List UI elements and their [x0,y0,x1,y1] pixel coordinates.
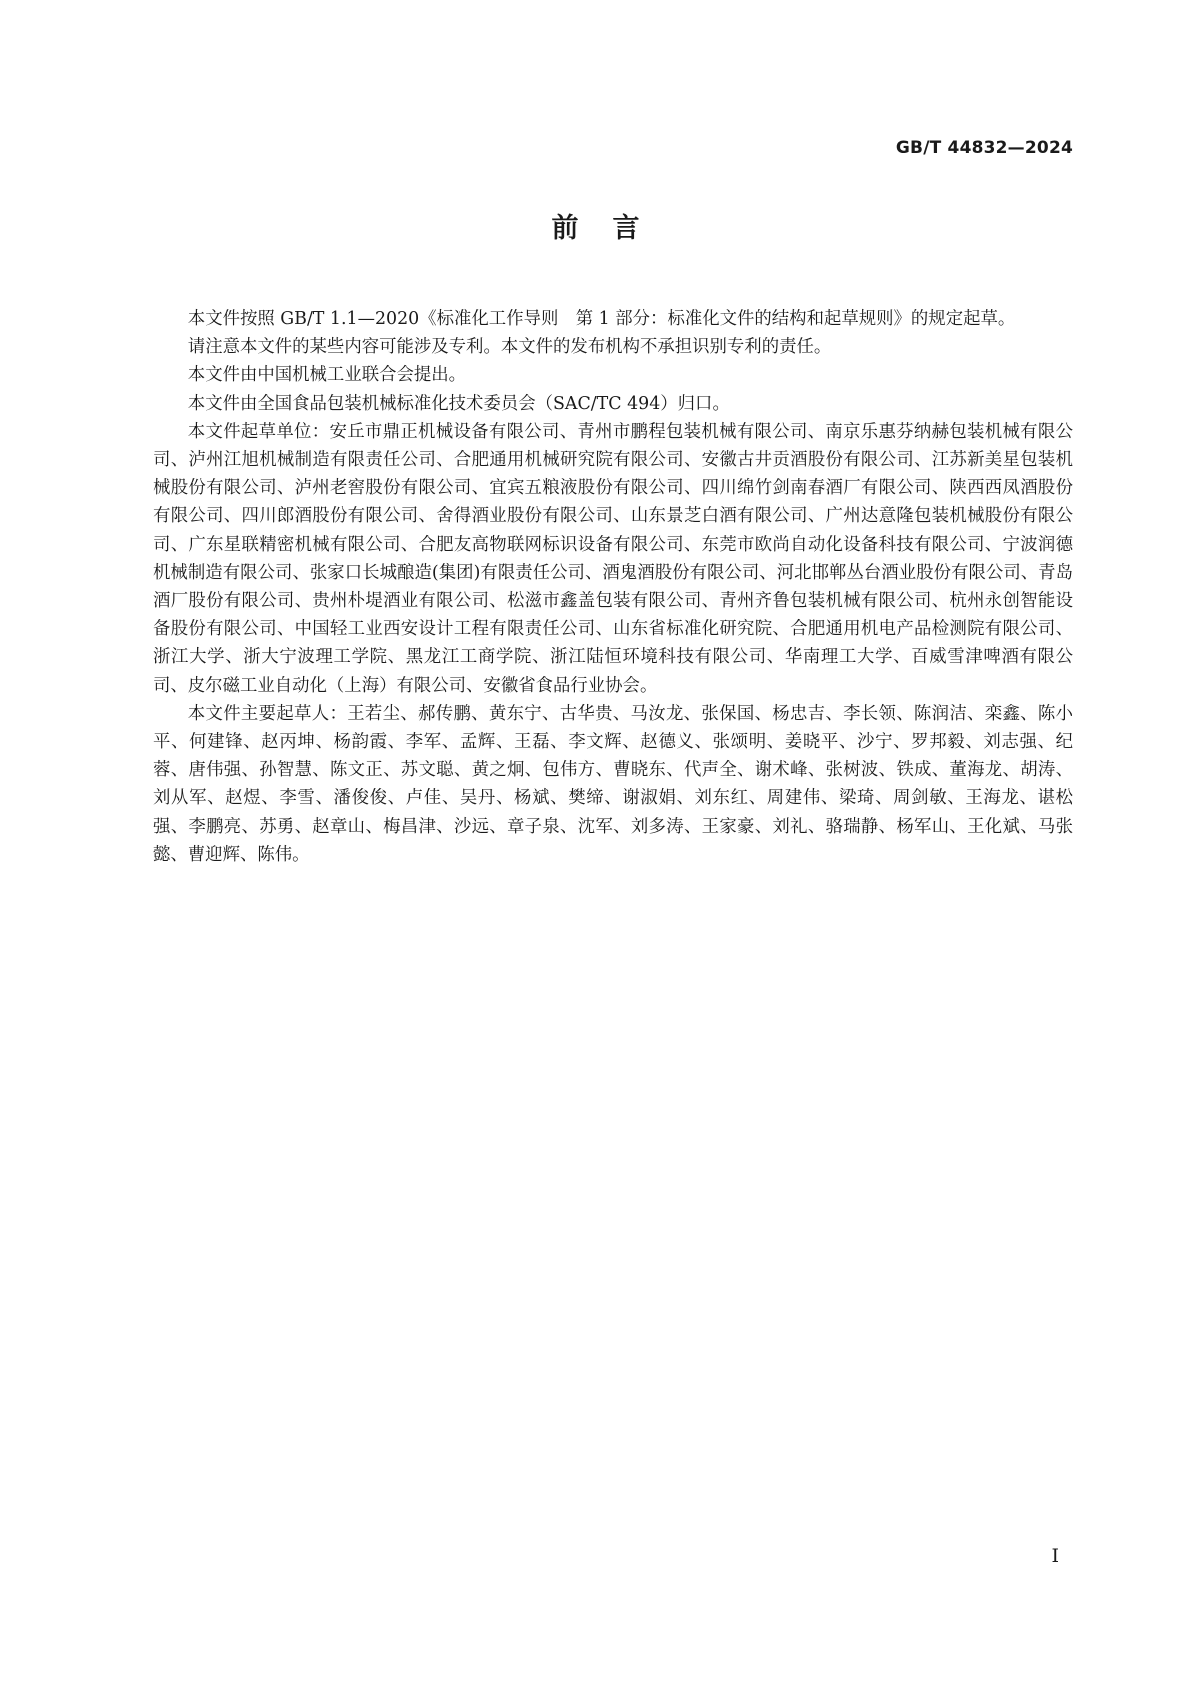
foreword-body [153,305,1073,869]
standard-code: GB/T 44832—2024 [895,138,1073,158]
paragraph-main-drafters: 本文件主要起草人：王若尘、郝传鹏、黄东宁、古华贵、马汝龙、张保国、杨忠吉、李长领、陈润洁、栾鑫、陈小平、何建锋、赵丙坤、杨韵霞、李军、孟辉、王磊、李文辉、赵德义、张颂明、姜晓平、沙宁、罗邦毅、刘志强、纪蓉、唐伟强、孙智慧、陈文正、苏文聪、黄之炯、包伟方、曹晓东、代声全、谢术峰、张树波、铁成、董海龙、胡涛、刘从军、赵煜、李雪、潘俊俊、卢佳、吴丹、杨斌、樊缔、谢淑娟、刘东红、周建伟、梁琦、周剑敏、王海龙、谌松强、李鹏亮、苏勇、赵章山、梅昌津、沙远、章子泉、沈军、刘多涛、王家豪、刘礼、骆瑞静、杨军山、王化斌、马张懿、曹迎辉、陈伟。 [153,703,1073,865]
page-number: I [1051,1545,1059,1567]
paragraph-drafting-organizations: 本文件起草单位：安丘市鼎正机械设备有限公司、青州市鹏程包装机械有限公司、南京乐惠芬纳赫包装机械有限公司、泸州江旭机械制造有限责任公司、合肥通用机械研究院有限公司、安徽古井贡酒股份有限公司、江苏新美星包装机械股份有限公司、泸州老窖股份有限公司、宜宾五粮液股份有限公司、四川绵竹剑南春酒厂有限公司、陕西西凤酒股份有限公司、四川郎酒股份有限公司、舍得酒业股份有限公司、山东景芝白酒有限公司、广州达意隆包装机械股份有限公司、广东星联精密机械有限公司、合肥友高物联网标识设备有限公司、东莞市欧尚自动化设备科技有限公司、宁波润德机械制造有限公司、张家口长城酿造(集团)有限责任公司、酒鬼酒股份有限公司、河北邯郸丛台酒业股份有限公司、青岛酒厂股份有限公司、贵州朴堤酒业有限公司、松滋市鑫盖包装有限公司、青州齐鲁包装机械有限公司、杭州永创智能设备股份有限公司、中国轻工业西安设计工程有限责任公司、山东省标准化研究院、合肥通用机电产品检测院有限公司、浙江大学、浙大宁波理工学院、黑龙江工商学院、浙江陆恒环境科技有限公司、华南理工大学、百威雪津啤酒有限公司、皮尔磁工业自动化（上海）有限公司、安徽省食品行业协会。 [153,421,1073,696]
paragraph-administrator: 本文件由全国食品包装机械标准化技术委员会（SAC/TC 494）归口。 [187,393,730,414]
paragraph-patent-notice: 请注意本文件的某些内容可能涉及专利。本文件的发布机构不承担识别专利的责任。 [187,337,832,358]
page-title: 前言 [551,213,674,244]
paragraph-drafting-rules: 本文件按照 GB/T 1.1—2020《标准化工作导则 第 1 部分：标准化文件的结构和起草规则》的规定起草。 [187,309,1016,329]
paragraph-proposer: 本文件由中国机械工业联合会提出。 [187,365,467,386]
